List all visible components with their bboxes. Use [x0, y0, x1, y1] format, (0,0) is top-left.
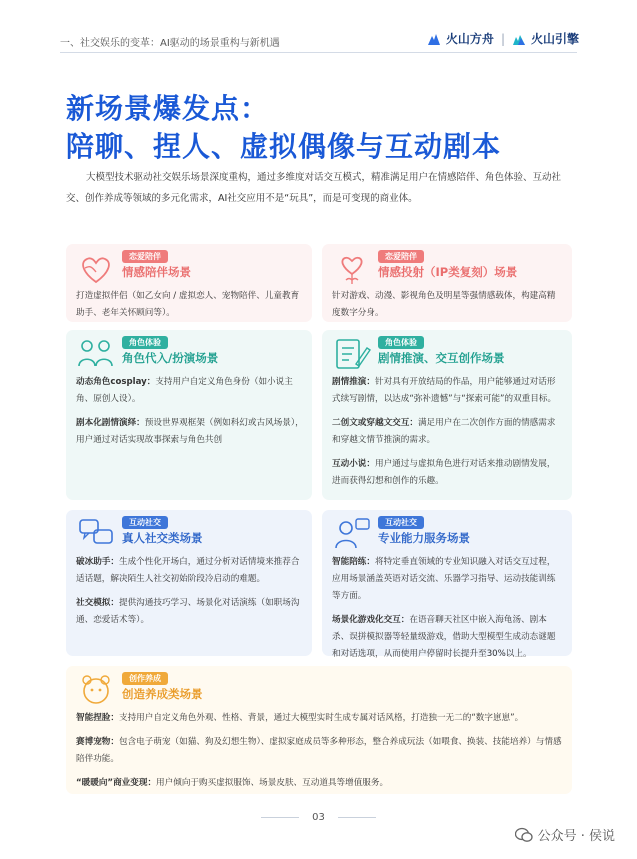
heart-flower-icon	[332, 250, 372, 286]
badge-pro: 互动社交	[378, 516, 424, 529]
plot-p2-label: 二创文或穿越文交互：	[332, 418, 418, 428]
pro-p1-label: 智能陪练：	[332, 557, 375, 567]
role-p2-text: 预设世界观框架（例如科幻或古风场景），用户通过对话实现故事探索与角色共创	[76, 418, 304, 445]
page-number-row	[0, 812, 637, 823]
card-body-role	[76, 374, 304, 456]
role-p2-label: 剧本化剧情演绎：	[76, 418, 145, 428]
social-p2-text: 提供沟通技巧学习、场景化对话演练（如职场沟通、恋爱话术等）。	[76, 598, 300, 625]
page-rule-right	[338, 817, 376, 818]
page-rule-left	[261, 817, 299, 818]
pro-p2-text: 在语音聊天社区中嵌入海龟汤、剧本杀、误拼模拟器等轻量级游戏，借助大型模型生成动态谜题和对话选项，从而使用户停留时长提升至30%以上。	[332, 615, 556, 659]
card-ip-projection	[322, 244, 572, 322]
card-plot-creation	[322, 330, 572, 500]
page-number: 03	[312, 812, 325, 823]
badge-role: 角色体验	[122, 336, 168, 349]
chat-people-icon	[76, 516, 116, 550]
nurture-p1-label: 智能捏脸：	[76, 713, 119, 723]
brand-right: 火山引擎	[530, 32, 579, 46]
nurture-p1-text: 支持用户自定义角色外观、性格、背景，通过大模型实时生成专属对话风格，打造独一无二的“数字崽崽”。	[118, 713, 524, 723]
intro-paragraph: 大模型技术驱动社交娱乐场景深度重构，通过多维度对话交互模式，精准满足用户在情感陪伴、角色体验、互动社交、创作养成等领域的多元化需求，AI社交应用不是“玩具”，而是可变现的商业体。	[66, 172, 562, 204]
social-p1-label: 破冰助手：	[76, 557, 119, 567]
wechat-icon	[515, 827, 533, 843]
title-line-2: 陪聊、捏人、虚拟偶像与互动剧本	[66, 130, 502, 163]
pro-p1-text: 将特定垂直领域的专业知识融入对话交互过程，应用场景涵盖英语对话交流、乐器学习指导、运动技能训练等方面。	[332, 557, 556, 601]
pet-face-icon	[76, 672, 116, 706]
plot-p3-text: 用户通过与虚拟角色进行对话来推动剧情发展，进而获得幻想和创作的乐趣。	[332, 459, 556, 486]
brand-separator: |	[500, 31, 505, 46]
document-pen-icon	[332, 336, 372, 372]
two-people-icon	[76, 336, 116, 370]
role-p1-label: 动态角色cosplay：	[76, 377, 156, 387]
pro-p2-label: 场景化游戏化交互：	[332, 615, 410, 625]
badge-emotion: 恋爱陪伴	[122, 250, 168, 263]
card-title-ip: 情感投射（IP类复刻）场景	[378, 265, 518, 279]
badge-ip: 恋爱陪伴	[378, 250, 424, 263]
nurture-p2-text: 包含电子萌宠（如猫、狗及幻想生物）、虚拟家庭成员等多种形态，整合养成玩法（如喂食、换装、技能培养）与情感陪伴功能。	[76, 737, 562, 764]
card-title-plot: 剧情推演、交互创作场景	[378, 351, 505, 365]
card-emotion-companion	[66, 244, 312, 322]
brand-left: 火山方舟	[445, 32, 494, 46]
brand-logos	[427, 30, 579, 47]
nurture-p3-text: 用户倾向于购买虚拟服饰、场景皮肤、互动道具等增值服务。	[156, 778, 389, 788]
card-body-ip: 针对游戏、动漫、影视角色及明星等强情感载体，构建高精度数字分身。	[332, 291, 556, 318]
card-title-social: 真人社交类场景	[122, 531, 203, 545]
card-title-pro: 专业能力服务场景	[378, 531, 470, 545]
badge-social: 互动社交	[122, 516, 168, 529]
plot-p1-label: 剧情推演：	[332, 377, 375, 387]
card-body-plot	[332, 374, 564, 497]
card-body-pro	[332, 554, 564, 670]
social-p1-text: 生成个性化开场白，通过分析对话情境来推荐合适话题，解决陌生人社交初始阶段冷启动的难题。	[76, 557, 300, 584]
heart-hands-icon	[76, 252, 116, 286]
role-p1-text: 支持用户自定义角色身份（如小说主角、原创人设）。	[76, 377, 293, 404]
wechat-watermark	[515, 825, 615, 844]
page-header	[0, 0, 637, 64]
plot-p3-label: 互动小说：	[332, 459, 375, 469]
card-real-social	[66, 510, 312, 656]
title-line-1: 新场景爆发点：	[66, 92, 270, 125]
card-role-play	[66, 330, 312, 500]
plot-p2-text: 满足用户在二次创作方面的情感需求和穿越文情节推演的需求。	[332, 418, 556, 445]
card-body-emotion: 打造虚拟伴侣（如乙女向 / 虚拟恋人、宠物陪伴、儿童教育助手、老年关怀顾问等）。	[76, 291, 300, 318]
plot-p1-text: 针对具有开放结局的作品，用户能够通过对话形式续写剧情，以达成“弥补遗憾”与“探索可能”的双重目标。	[332, 377, 557, 404]
nurture-p2-label: 赛博宠物：	[76, 737, 119, 747]
card-nurture	[66, 666, 572, 794]
card-body-social	[76, 554, 304, 636]
volcano-ark-icon	[427, 32, 441, 46]
badge-plot: 角色体验	[378, 336, 424, 349]
page-title	[66, 90, 501, 166]
social-p2-label: 社交模拟：	[76, 598, 119, 608]
card-title-emotion: 情感陪伴场景	[122, 265, 191, 279]
card-title-nurture: 创造养成类场景	[122, 687, 203, 701]
volcano-engine-icon	[512, 32, 526, 46]
nurture-p3-label: “暖暖向”商业变现：	[76, 778, 157, 788]
person-chat-icon	[332, 516, 372, 550]
card-body-nurture	[76, 710, 564, 799]
card-professional	[322, 510, 572, 659]
chapter-title: 一、社交娱乐的变革：AI驱动的场景重构与新机遇	[60, 38, 280, 49]
badge-nurture: 创作养成	[122, 672, 168, 685]
header-divider	[60, 52, 577, 53]
watermark-text: 公众号 · 侯说	[537, 829, 615, 844]
card-title-role: 角色代入/扮演场景	[122, 351, 219, 365]
